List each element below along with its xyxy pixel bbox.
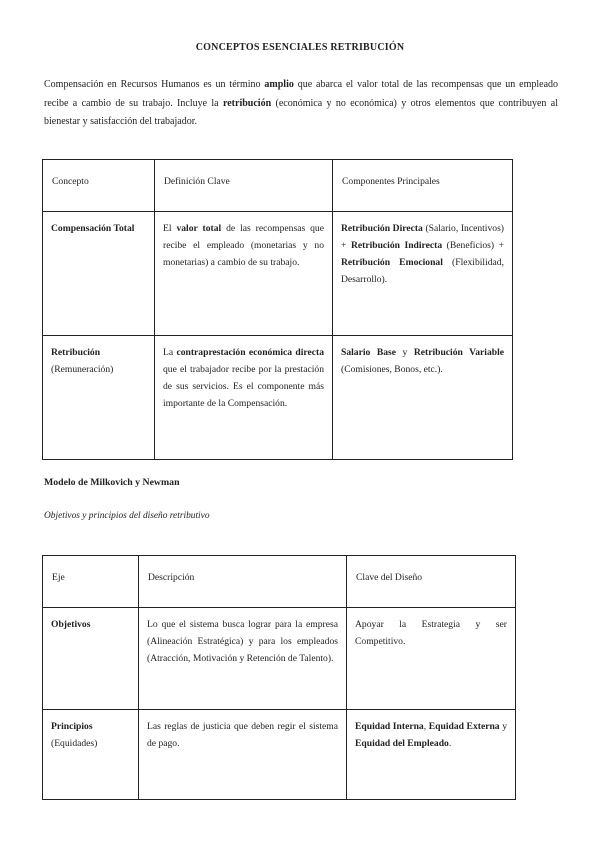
component-text: (Beneficios) + (442, 240, 505, 251)
eje-name: Objetivos (51, 619, 91, 630)
description-cell: Las reglas de justicia que deben regir el sistema de pago. (139, 710, 347, 800)
concept-name: Retribución (51, 347, 101, 358)
header-descripcion: Descripción (139, 556, 347, 608)
component-text: (Salario, Incentivos) + (341, 223, 504, 251)
concept-subtitle: (Remuneración) (51, 364, 114, 375)
table-header-row (43, 160, 513, 212)
component-bold: Retribución Indirecta (350, 240, 443, 251)
clave-text: , (423, 721, 429, 732)
definition-text: de las recompensas que recibe el empleado (monetarias y no monetarias) a cambio de su trabajo. (163, 223, 324, 268)
clave-bold: Equidad Externa (428, 721, 500, 732)
table-row (43, 336, 513, 460)
description-cell: Lo que el sistema busca lograr para la empresa (Alineación Estratégica) y para los empleados (Atracción, Motivación y Retención de Talento). (139, 608, 347, 710)
document-title: CONCEPTOS ESENCIALES RETRIBUCIÓN (195, 42, 405, 53)
concept-cell (43, 336, 155, 460)
component-bold: Retribución Directa (341, 223, 423, 234)
clave-bold: Equidad Interna (355, 721, 424, 732)
definition-text: que el trabajador recibe por la prestación de sus servicios. Es el componente más importante de la Compensación. (163, 364, 324, 409)
clave-text: . (448, 738, 452, 749)
section-heading: Modelo de Milkovich y Newman (44, 477, 180, 488)
header-concepto: Concepto (43, 160, 155, 212)
intro-bold-amplio: amplio (264, 79, 294, 90)
definition-bold: valor total (176, 223, 222, 234)
header-definicion: Definición Clave (155, 160, 333, 212)
component-bold: Retribución Variable (413, 347, 504, 358)
components-cell (333, 336, 513, 460)
intro-text-2: que abarca el valor total de las recompensas que un empleado recibe a cambio de su trabajo. Incluye la (44, 79, 559, 109)
table-row (43, 212, 513, 336)
concept-cell (43, 212, 155, 336)
eje-subtitle: (Equidades) (51, 738, 98, 749)
clave-cell (347, 710, 516, 800)
component-text: (Comisiones, Bonos, etc.). (341, 364, 443, 375)
eje-cell (43, 608, 139, 710)
eje-cell (43, 710, 139, 800)
component-bold: Retribución Emocional (341, 257, 443, 268)
table-row (43, 608, 516, 710)
intro-paragraph (44, 76, 558, 132)
components-cell (333, 212, 513, 336)
intro-text-1: Compensación en Recursos Humanos es un término (44, 79, 265, 90)
model-table (42, 555, 516, 800)
definition-text: La (163, 347, 177, 358)
section-subheading: Objetivos y principios del diseño retributivo (44, 511, 210, 521)
eje-name: Principios (51, 721, 93, 732)
component-text: y (396, 347, 414, 358)
definition-bold: contraprestación económica directa (176, 347, 324, 358)
concepts-table (42, 159, 513, 460)
table-row (43, 710, 516, 800)
definition-cell (155, 212, 333, 336)
intro-text-3: (económica y no económica) y otros elementos que contribuyen al bienestar y satisfacción del trabajador. (44, 97, 558, 127)
clave-cell: Apoyar la Estrategia y ser Competitivo. (347, 608, 516, 710)
header-clave: Clave del Diseño (347, 556, 516, 608)
clave-text: y (499, 721, 508, 732)
concept-name: Compensación Total (51, 223, 135, 234)
definition-cell (155, 336, 333, 460)
clave-bold: Equidad del Empleado (355, 738, 449, 749)
header-eje: Eje (43, 556, 139, 608)
table-header-row (43, 556, 516, 608)
header-componentes: Componentes Principales (333, 160, 513, 212)
component-bold: Salario Base (341, 347, 397, 358)
definition-text: El (163, 223, 177, 234)
intro-bold-retribucion: retribución (222, 97, 272, 109)
component-text: (Flexibilidad, Desarrollo). (341, 257, 504, 285)
